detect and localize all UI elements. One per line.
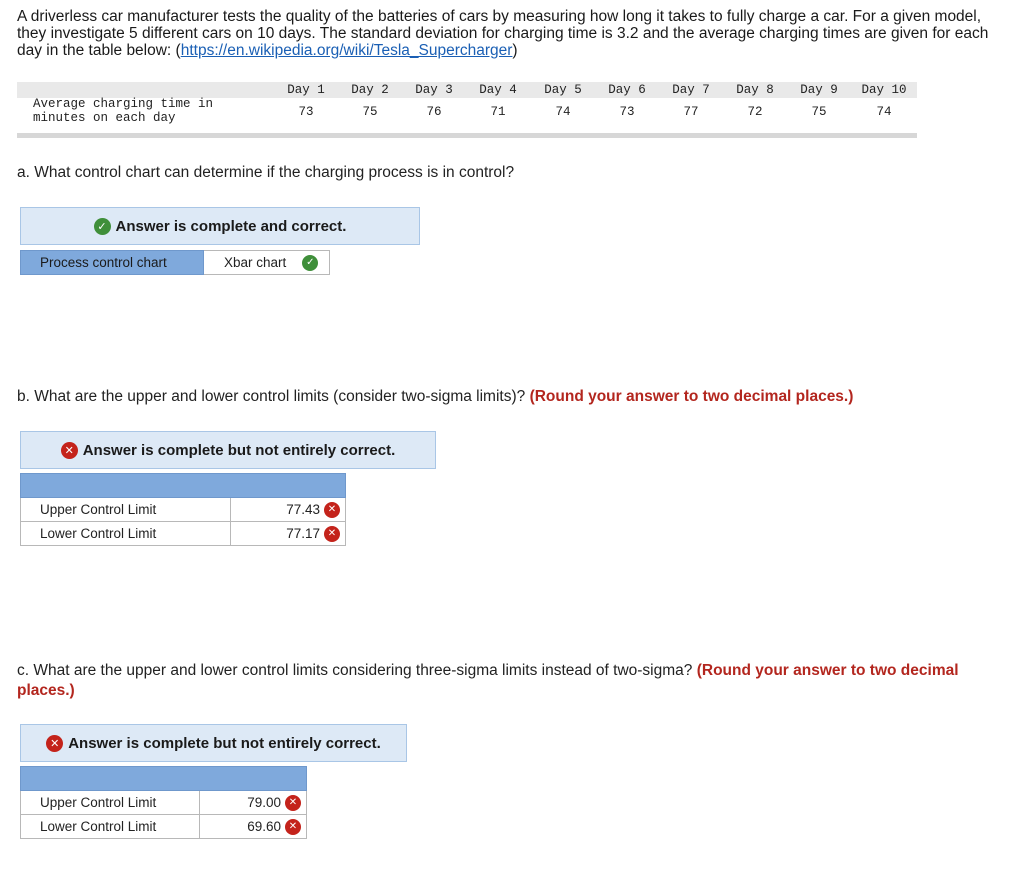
day-header: Day 8 bbox=[736, 83, 774, 97]
control-limits-table-c bbox=[20, 766, 307, 839]
table-row bbox=[20, 498, 346, 522]
question-c bbox=[17, 661, 997, 701]
check-icon: ✓ bbox=[94, 218, 111, 235]
x-circle-icon: ✕ bbox=[324, 526, 340, 542]
ucl-value: 77.43 bbox=[286, 502, 320, 517]
table-footer-bar bbox=[17, 133, 917, 138]
day-value: 77 bbox=[683, 105, 699, 119]
question-text: b. What are the upper and lower control limits (consider two-sigma limits)? bbox=[17, 388, 526, 405]
day-value: 75 bbox=[811, 105, 827, 119]
day-value: 74 bbox=[876, 105, 892, 119]
table-header bbox=[20, 473, 346, 498]
day-header: Day 9 bbox=[800, 83, 838, 97]
day-value: 73 bbox=[298, 105, 314, 119]
lcl-answer[interactable] bbox=[200, 815, 307, 839]
answer-banner-b bbox=[20, 431, 436, 469]
lcl-value: 69.60 bbox=[247, 819, 281, 834]
ucl-answer[interactable] bbox=[200, 791, 307, 815]
problem-text: A driverless car manufacturer tests the quality of the batteries of cars by measuring how long it takes to fully charge a car. For a given model, they investigate 5 different cars on 10 days. The standard deviation for charging time is 3.2 and the average charging times are given for each day in the table below: ( bbox=[17, 8, 989, 59]
banner-text: Answer is complete but not entirely correct. bbox=[68, 734, 381, 752]
ucl-label: Upper Control Limit bbox=[20, 498, 231, 522]
answer-banner-c bbox=[20, 724, 407, 762]
control-limits-table-b bbox=[20, 473, 346, 546]
answer-banner-a bbox=[20, 207, 420, 245]
lcl-answer[interactable] bbox=[231, 522, 346, 546]
day-header: Day 1 bbox=[287, 83, 325, 97]
check-icon: ✓ bbox=[302, 255, 318, 271]
x-circle-icon: ✕ bbox=[61, 442, 78, 459]
wikipedia-link[interactable]: https://en.wikipedia.org/wiki/Tesla_Supercharger bbox=[180, 42, 513, 59]
day-header: Day 5 bbox=[544, 83, 582, 97]
x-circle-icon: ✕ bbox=[285, 795, 301, 811]
day-header: Day 10 bbox=[861, 83, 907, 97]
question-text: c. What are the upper and lower control limits considering three-sigma limits instead of two-sigma? bbox=[17, 662, 693, 679]
ucl-value: 79.00 bbox=[247, 795, 281, 810]
banner-text: Answer is complete and correct. bbox=[115, 217, 347, 235]
question-b bbox=[17, 388, 853, 406]
table-row bbox=[20, 522, 346, 546]
day-header: Day 7 bbox=[672, 83, 710, 97]
day-value: 76 bbox=[426, 105, 442, 119]
process-control-chart-answer[interactable] bbox=[204, 250, 330, 275]
day-value: 71 bbox=[490, 105, 506, 119]
table-row bbox=[20, 791, 307, 815]
day-value: 73 bbox=[619, 105, 635, 119]
day-value: 72 bbox=[747, 105, 763, 119]
answer-text: Xbar chart bbox=[224, 255, 287, 270]
problem-statement bbox=[17, 8, 1007, 59]
ucl-label: Upper Control Limit bbox=[20, 791, 200, 815]
ucl-answer[interactable] bbox=[231, 498, 346, 522]
problem-text-tail: ) bbox=[512, 42, 518, 59]
table-row-label: Average charging time in minutes on each day bbox=[33, 97, 214, 125]
banner-text: Answer is complete but not entirely correct. bbox=[82, 441, 396, 459]
day-header: Day 6 bbox=[608, 83, 646, 97]
charging-time-table bbox=[17, 82, 917, 138]
day-header: Day 4 bbox=[479, 83, 517, 97]
lcl-value: 77.17 bbox=[286, 526, 320, 541]
lcl-label: Lower Control Limit bbox=[20, 522, 231, 546]
process-control-chart-label: Process control chart bbox=[20, 250, 204, 275]
x-circle-icon: ✕ bbox=[46, 735, 63, 752]
x-circle-icon: ✕ bbox=[324, 502, 340, 518]
table-row bbox=[20, 815, 307, 839]
question-a: a. What control chart can determine if the charging process is in control? bbox=[17, 164, 515, 181]
day-header: Day 2 bbox=[351, 83, 389, 97]
day-value: 75 bbox=[362, 105, 378, 119]
x-circle-icon: ✕ bbox=[285, 819, 301, 835]
table-header bbox=[20, 766, 307, 791]
day-value: 74 bbox=[555, 105, 571, 119]
day-header: Day 3 bbox=[415, 83, 453, 97]
lcl-label: Lower Control Limit bbox=[20, 815, 200, 839]
rounding-hint: (Round your answer to two decimal places.) bbox=[529, 388, 854, 405]
rounding-hint: (Round your answer to two decimal places.) bbox=[17, 662, 959, 699]
